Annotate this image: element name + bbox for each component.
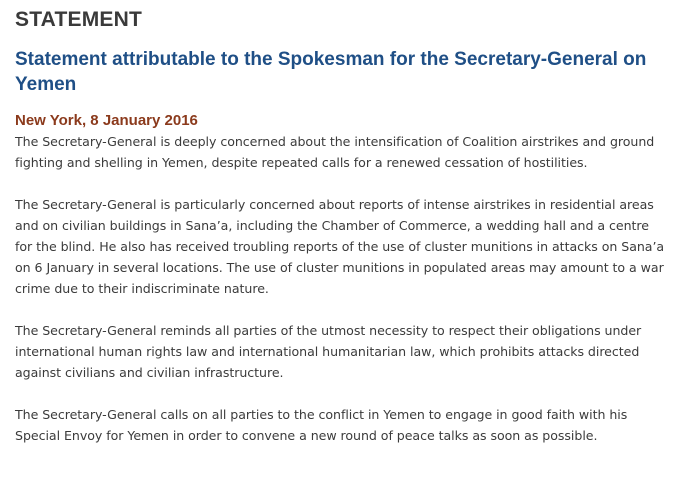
statement-kicker: STATEMENT (15, 8, 143, 31)
statement-body (15, 131, 665, 446)
statement-dateline: New York, 8 January 2016 (15, 112, 198, 129)
statement-paragraph-3: The Secretary-General reminds all parties of the utmost necessity to respect their obligations under international human rights law and international humanitarian law, which prohibits attacks directed against civilians and civilian infrastructure. (15, 323, 642, 380)
statement-paragraph-2: The Secretary-General is particularly concerned about reports of intense airstrikes in residential areas and on civilian buildings in Sana’a, including the Chamber of Commerce, a wedding hall and a centre for the blind. He also has received troubling reports of the use of cluster munitions in attacks on Sana’a on 6 January in several locations. The use of cluster munitions in populated areas may amount to a war crime due to their indiscriminate nature. (15, 197, 665, 296)
statement-paragraph-4: The Secretary-General calls on all parties to the conflict in Yemen to engage in good faith with his Special Envoy for Yemen in order to convene a new round of peace talks as soon as possible. (15, 407, 628, 443)
statement-paragraph-1: The Secretary-General is deeply concerned about the intensification of Coalition airstrikes and ground fighting and shelling in Yemen, despite repeated calls for a renewed cessation of hostilities. (15, 134, 655, 170)
statement-headline: Statement attributable to the Spokesman for the Secretary-General on Yemen (15, 49, 647, 95)
